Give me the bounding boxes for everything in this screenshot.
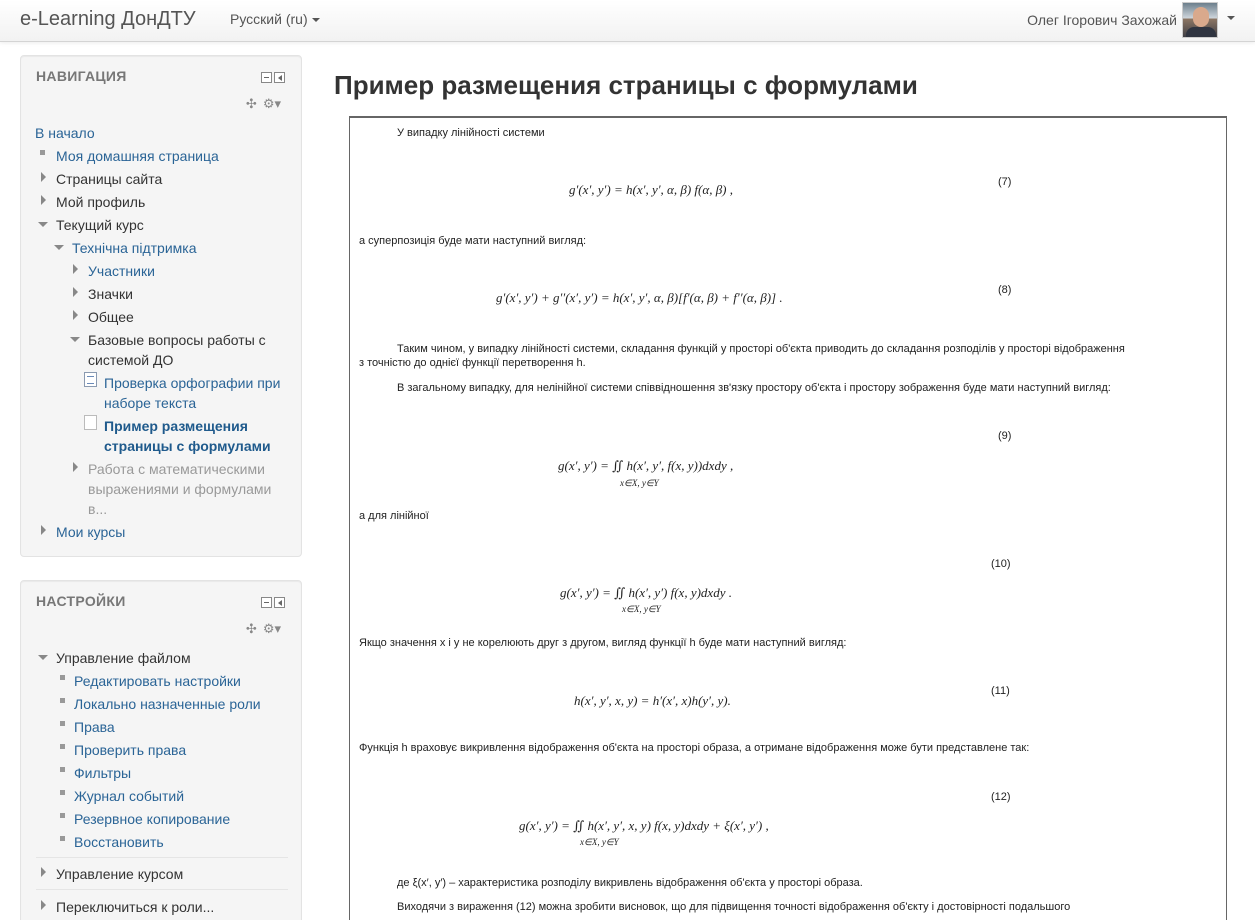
page-icon	[84, 415, 97, 430]
paragraph: з точністю до однієї функції перетворення h.	[359, 357, 586, 369]
nav-course-link[interactable]: Технічна підтримка	[72, 240, 197, 256]
paragraph: Функція h враховує викривлення відображення об'єкта на просторі образа, а отримане відображення може бути представлене так:	[359, 742, 1030, 754]
caret-down-icon	[312, 18, 320, 22]
equation-number: (10)	[991, 558, 1011, 570]
gear-icon[interactable]: ⚙▾	[262, 621, 281, 636]
bullet-icon	[60, 767, 65, 772]
settings-edit-link[interactable]: Редактировать настройки	[74, 673, 241, 689]
nav-spellcheck-link[interactable]: Проверка орфографии при	[104, 375, 281, 391]
block-controls	[259, 595, 285, 611]
expand-arrow-icon[interactable]	[73, 287, 78, 297]
formula-9: g(x′, y′) = ∬ h(x′, y′, f(x, y))dxdy ,	[558, 458, 734, 473]
paragraph: В загальному випадку, для нелінійної системи співвідношення зв'язку простору об'єкта і простору зображення буде мати наступний вигляд:	[397, 382, 1111, 394]
block-tools	[240, 621, 281, 637]
collapse-arrow-icon[interactable]	[70, 337, 80, 342]
paragraph: а для лінійної	[359, 510, 429, 522]
expand-arrow-icon[interactable]	[73, 310, 78, 320]
user-name[interactable]: Олег Ігорович Захожай	[1027, 12, 1177, 28]
nav-current-page[interactable]: Пример размещения	[104, 418, 248, 434]
paragraph: Якщо значення x і y не корелюють друг з другом, вигляд функції h буде мати наступний вигляд:	[359, 637, 847, 649]
formula-11: h(x′, y′, x, y) = h′(x′, x)h(y′, y).	[574, 693, 731, 708]
paragraph: де ξ(x′, y′) – характеристика розподілу викривлень відображення об'єкта у просторі образа.	[397, 877, 863, 889]
nav-spellcheck-link-line2[interactable]: наборе текста	[104, 395, 197, 411]
formula-10: g(x′, y′) = ∬ h(x′, y′) f(x, y)dxdy .	[560, 585, 732, 600]
equation-number: (11)	[991, 685, 1010, 697]
block-controls	[259, 70, 285, 86]
paragraph: Виходячи з вираження (12) можна зробити висновок, що для підвищення точності відображення об'єкту і достовірності подальшого	[397, 901, 1071, 913]
nav-math-section-line3[interactable]: в...	[88, 501, 108, 517]
expand-arrow-icon[interactable]	[41, 867, 46, 877]
nav-section-basic-line2[interactable]: системой ДО	[88, 352, 174, 368]
bullet-icon	[60, 790, 65, 795]
equation-number: (12)	[991, 791, 1011, 803]
equation-number: (7)	[998, 176, 1012, 188]
bullet-icon	[60, 836, 65, 841]
collapse-arrow-icon[interactable]	[38, 655, 48, 660]
avatar[interactable]	[1182, 2, 1218, 38]
expand-arrow-icon[interactable]	[73, 264, 78, 274]
settings-backup-link[interactable]: Резервное копирование	[74, 811, 231, 827]
collapse-arrow-icon[interactable]	[38, 222, 48, 227]
nav-general[interactable]: Общее	[88, 309, 134, 325]
bullet-icon	[60, 698, 65, 703]
expand-arrow-icon[interactable]	[41, 900, 46, 910]
collapse-icon[interactable]	[261, 597, 272, 608]
expand-arrow-icon[interactable]	[41, 195, 46, 205]
bullet-icon	[60, 721, 65, 726]
avatar-body	[1186, 27, 1216, 38]
nav-section-basic[interactable]: Базовые вопросы работы с	[88, 332, 266, 348]
settings-course-mgmt[interactable]: Управление курсом	[56, 866, 184, 882]
site-brand[interactable]: e-Learning ДонДТУ	[20, 8, 196, 30]
settings-check-permissions-link[interactable]: Проверить права	[74, 742, 187, 758]
paragraph: Таким чином, у випадку лінійності системи, складання функцій у просторі об'єкта приводить до складання розподілів у просторі відображення	[397, 343, 1125, 355]
settings-filters-link[interactable]: Фильтры	[74, 765, 132, 781]
formula-12: g(x′, y′) = ∬ h(x′, y′, x, y) f(x, y)dxdy + ξ(x′, y′) ,	[519, 818, 769, 833]
dock-icon[interactable]	[274, 72, 285, 83]
bullet-icon	[60, 813, 65, 818]
settings-switch-role[interactable]: Переключиться к роли...	[56, 899, 215, 915]
expand-arrow-icon[interactable]	[73, 462, 78, 472]
nav-home-link[interactable]: В начало	[35, 125, 95, 141]
gear-icon[interactable]: ⚙▾	[262, 96, 281, 111]
move-icon[interactable]: ✣	[245, 96, 257, 111]
nav-my-home-link[interactable]: Моя домашняя страница	[56, 148, 219, 164]
formula-7: g′(x′, y′) = h(x′, y′, α, β) f(α, β) ,	[569, 182, 734, 197]
dock-icon[interactable]	[274, 597, 285, 608]
formula-subscript: x∈X, y∈Y	[620, 478, 659, 488]
page-title: Пример размещения страницы с формулами	[334, 70, 918, 100]
formula-8: g′(x′, y′) + g′′(x′, y′) = h(x′, y′, α, β)[f′(α, β) + f′′(α, β)] .	[496, 290, 783, 305]
page-icon	[84, 372, 97, 387]
document-content	[349, 116, 1227, 920]
divider	[36, 857, 288, 858]
equation-number: (9)	[998, 430, 1012, 442]
move-icon[interactable]: ✣	[245, 621, 257, 636]
nav-math-section-line2[interactable]: выражениями и формулами	[88, 481, 272, 497]
expand-arrow-icon[interactable]	[41, 172, 46, 182]
block-title: НАСТРОЙКИ	[36, 593, 126, 609]
formula-subscript: x∈X, y∈Y	[622, 604, 661, 614]
block-tools	[240, 96, 281, 112]
equation-number: (8)	[998, 284, 1012, 296]
bullet-icon	[60, 744, 65, 749]
nav-current-page-line2[interactable]: страницы с формулами	[104, 438, 271, 454]
paragraph: У випадку лінійності системи	[397, 127, 545, 139]
nav-current-course[interactable]: Текущий курс	[56, 217, 144, 233]
collapse-icon[interactable]	[261, 72, 272, 83]
divider	[36, 889, 288, 890]
settings-permissions-link[interactable]: Права	[74, 719, 115, 735]
nav-participants-link[interactable]: Участники	[88, 263, 155, 279]
nav-site-pages[interactable]: Страницы сайта	[56, 171, 163, 187]
bullet-icon	[40, 150, 45, 155]
settings-logs-link[interactable]: Журнал событий	[74, 788, 185, 804]
nav-my-profile[interactable]: Мой профиль	[56, 194, 146, 210]
avatar-face	[1193, 7, 1209, 27]
top-navbar	[0, 0, 1255, 42]
user-menu-caret-icon[interactable]	[1227, 16, 1235, 20]
language-label: Русский (ru)	[230, 11, 308, 27]
block-title: НАВИГАЦИЯ	[36, 68, 127, 84]
collapse-arrow-icon[interactable]	[54, 245, 64, 250]
language-menu[interactable]	[230, 11, 320, 27]
settings-local-roles-link[interactable]: Локально назначенные роли	[74, 696, 261, 712]
nav-my-courses-link[interactable]: Мои курсы	[56, 524, 126, 540]
formula-subscript: x∈X, y∈Y	[580, 837, 619, 847]
settings-file-mgmt[interactable]: Управление файлом	[56, 650, 191, 666]
nav-badges[interactable]: Значки	[88, 286, 133, 302]
settings-restore-link[interactable]: Восстановить	[74, 834, 164, 850]
bullet-icon	[60, 675, 65, 680]
paragraph: а суперпозиція буде мати наступний вигляд:	[359, 235, 587, 247]
expand-arrow-icon[interactable]	[41, 525, 46, 535]
nav-math-section[interactable]: Работа с математическими	[88, 461, 265, 477]
